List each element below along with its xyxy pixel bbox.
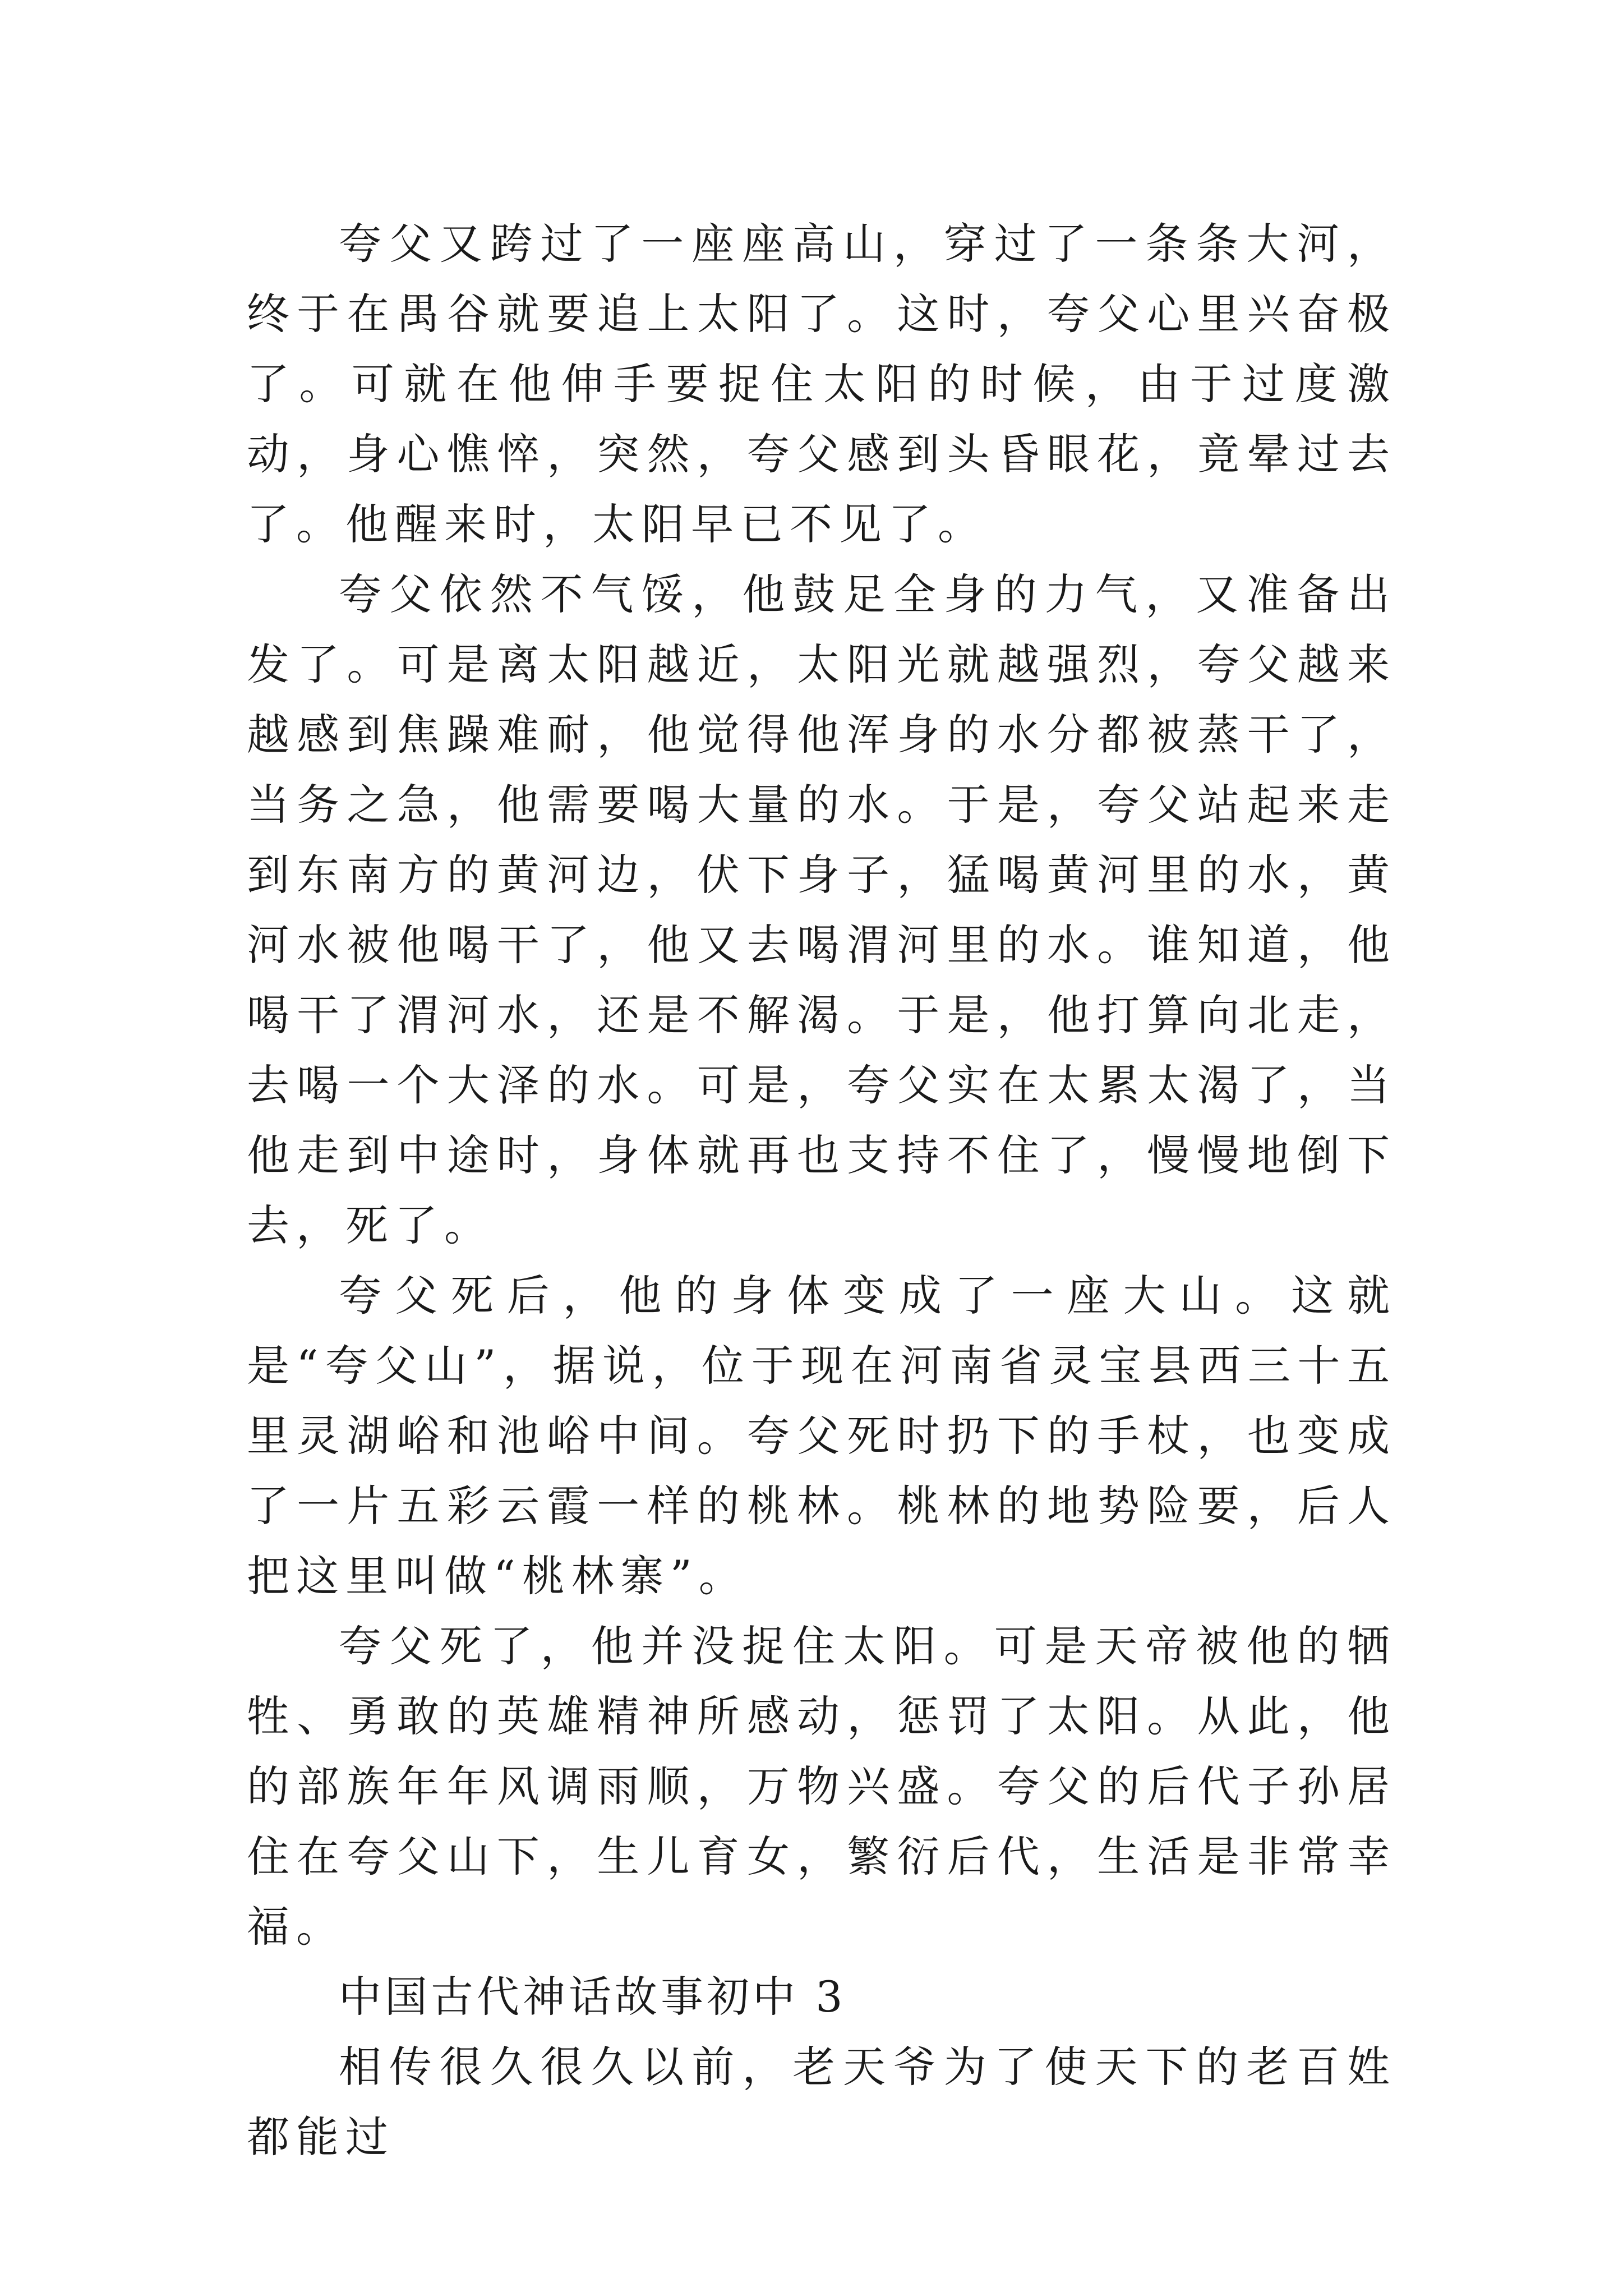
paragraph-5: 相传很久很久以前，老天爷为了使天下的老百姓都能过 — [247, 2042, 1396, 2162]
paragraph-1: 夸父又跨过了一座座高山，穿过了一条条大河，终于在禺谷就要追上太阳了。这时，夸父心里兴奋极了。可就在他伸手要捉住太阳的时候，由于过度激动，身心憔悴，突然，夸父感到头昏眼花，竟晕过去了。他醒来时，太阳早已不见了。 — [247, 219, 1396, 549]
body-text — [247, 209, 1396, 2172]
paragraph-3: 夸父死后，他的身体变成了一座大山。这就是“夸父山”，据说，位于现在河南省灵宝县西三十五里灵湖峪和池峪中间。夸父死时扔下的手杖，也变成了一片五彩云霞一样的桃林。桃林的地势险要，后人把这里叫做“桃林寨”。 — [247, 1271, 1396, 1601]
paragraph-4: 夸父死了，他并没捉住太阳。可是天帝被他的牺牲、勇敢的英雄精神所感动，惩罚了太阳。从此，他的部族年年风调雨顺，万物兴盛。夸父的后代子孙居住在夸父山下，生儿育女，繁衍后代，生活是非常幸福。 — [247, 1621, 1396, 1952]
paragraph-2: 夸父依然不气馁，他鼓足全身的力气，又准备出发了。可是离太阳越近，太阳光就越强烈，夸父越来越感到焦躁难耐，他觉得他浑身的水分都被蒸干了，当务之急，他需要喝大量的水。于是，夸父站起来走到东南方的黄河边，伏下身子，猛喝黄河里的水，黄河水被他喝干了，他又去喝渭河里的水。谁知道，他喝干了渭河水，还是不解渴。于是，他打算向北走，去喝一个大泽的水。可是，夸父实在太累太渴了，当他走到中途时，身体就再也支持不住了，慢慢地倒下去，死了。 — [247, 569, 1396, 1250]
section-heading: 中国古代神话故事初中 3 — [339, 1972, 846, 2022]
